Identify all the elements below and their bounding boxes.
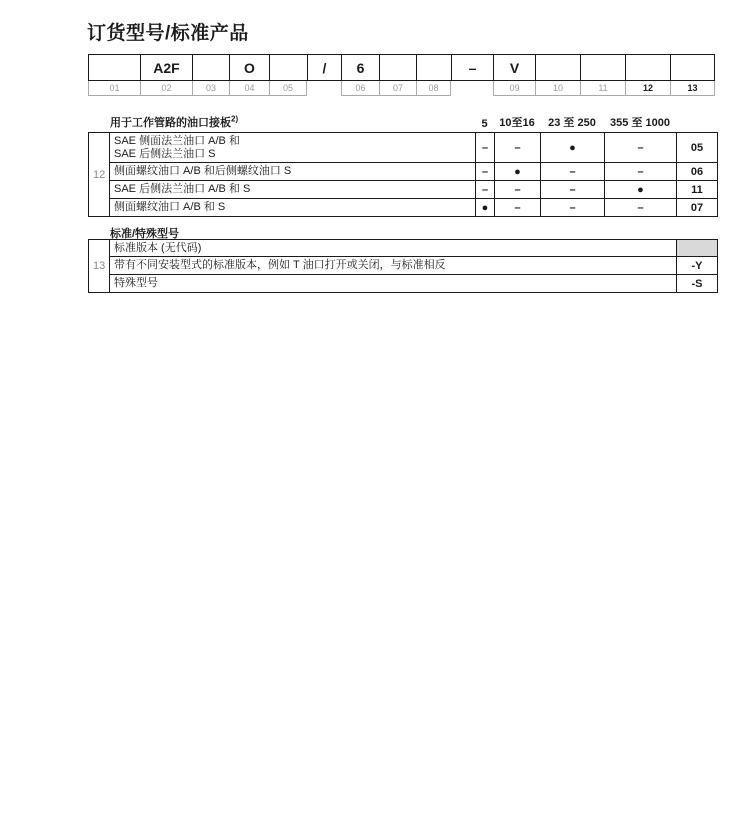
availability-mark: –	[605, 133, 677, 163]
code-cell-value: 6	[356, 59, 365, 76]
code-cell-09	[493, 54, 535, 81]
availability-mark: –	[495, 199, 541, 217]
order-code: 06	[677, 163, 718, 181]
order-code-no-code-cell	[677, 240, 718, 257]
position-number-12: 12	[625, 81, 670, 96]
code-cell-02	[140, 54, 192, 81]
code-cell-value: V	[509, 59, 520, 76]
availability-mark: ●	[605, 181, 677, 199]
order-code: 11	[677, 181, 718, 199]
code-cell-10	[535, 54, 580, 81]
code-cell-13	[670, 54, 715, 81]
availability-mark: ●	[476, 199, 495, 217]
code-cell-04	[229, 54, 269, 81]
position-number-13: 13	[670, 81, 715, 96]
size-column-header-10-16: 10至16	[499, 117, 535, 129]
size-column-header-23-250: 23 至 250	[548, 117, 596, 129]
port-plate-heading-text: 用于工作管路的油口接板	[110, 117, 231, 129]
code-cell-08	[416, 54, 451, 81]
availability-mark: –	[476, 181, 495, 199]
code-cell-07	[379, 54, 416, 81]
order-code: 07	[677, 199, 718, 217]
port-plate-table	[88, 132, 718, 217]
option-label	[110, 181, 476, 199]
availability-mark: –	[476, 133, 495, 163]
availability-mark: –	[495, 181, 541, 199]
table-row	[89, 181, 718, 199]
option-label: 特殊型号	[110, 275, 677, 293]
option-label	[110, 199, 476, 217]
availability-mark: –	[541, 199, 605, 217]
position-number-02: 02	[140, 81, 192, 96]
availability-mark: –	[495, 133, 541, 163]
code-cell-value: –	[468, 59, 477, 76]
port-plate-heading	[88, 114, 475, 130]
option-label: 带有不同安装型式的标准版本，例如 T 油口打开或关闭，与标准相反	[110, 257, 677, 275]
ordering-code-row	[88, 54, 715, 81]
code-cell-dash	[451, 54, 493, 81]
code-cell-05	[269, 54, 307, 81]
position-number-03: 03	[192, 81, 229, 96]
position-number-row	[88, 81, 715, 96]
option-label-line1: SAE 后侧法兰油口 A/B 和 S	[114, 183, 251, 195]
availability-mark: –	[541, 181, 605, 199]
code-cell-value: /	[322, 59, 327, 76]
option-label-line2: SAE 后侧法兰油口 S	[114, 147, 216, 160]
position-number-gap	[307, 81, 341, 96]
option-label: 标准版本 (无代码)	[110, 240, 677, 257]
position-number-05: 05	[269, 81, 307, 96]
table-row	[89, 133, 718, 163]
position-number-04: 04	[229, 81, 269, 96]
code-cell-11	[580, 54, 625, 81]
table-row	[89, 163, 718, 181]
option-label	[110, 163, 476, 181]
position-number-10: 10	[535, 81, 580, 96]
order-code: 05	[677, 133, 718, 163]
availability-mark: –	[476, 163, 495, 181]
position-number-label: 12	[89, 133, 110, 217]
position-number-07: 07	[379, 81, 416, 96]
size-column-header-5: 5	[481, 118, 488, 130]
position-number-06: 06	[341, 81, 379, 96]
availability-mark: –	[541, 163, 605, 181]
position-number-label: 13	[89, 240, 110, 293]
code-cell-value: O	[244, 59, 255, 76]
order-code: -S	[677, 275, 718, 293]
availability-mark: ●	[541, 133, 605, 163]
size-column-header-355-1000: 355 至 1000	[610, 117, 670, 129]
table-row	[89, 240, 718, 257]
position-number-09: 09	[493, 81, 535, 96]
code-cell-value: A2F	[153, 59, 180, 76]
position-number-01: 01	[88, 81, 140, 96]
standard-special-heading: 标准/特殊型号	[110, 228, 180, 240]
table-row	[89, 257, 718, 275]
position-number-08: 08	[416, 81, 451, 96]
option-label-line1: 侧面螺纹油口 A/B 和后侧螺纹油口 S	[114, 165, 292, 177]
availability-mark: –	[605, 163, 677, 181]
code-cell-06	[341, 54, 379, 81]
code-cell-01	[88, 54, 140, 81]
footnote-ref: 2)	[231, 114, 239, 124]
option-label-line1: 侧面螺纹油口 A/B 和 S	[114, 201, 226, 213]
port-plate-header-row	[88, 114, 717, 130]
table-row	[89, 199, 718, 217]
code-cell-12	[625, 54, 670, 81]
option-label-line1: SAE 侧面法兰油口 A/B 和	[114, 134, 240, 147]
table-row	[89, 275, 718, 293]
code-cell-slash	[307, 54, 341, 81]
availability-mark: ●	[495, 163, 541, 181]
order-code: -Y	[677, 257, 718, 275]
option-label	[110, 133, 476, 163]
position-number-gap	[451, 81, 493, 96]
page-title: 订货型号/标准产品	[87, 23, 249, 44]
standard-special-table	[88, 239, 718, 293]
position-number-11: 11	[580, 81, 625, 96]
availability-mark: –	[605, 199, 677, 217]
code-cell-03	[192, 54, 229, 81]
